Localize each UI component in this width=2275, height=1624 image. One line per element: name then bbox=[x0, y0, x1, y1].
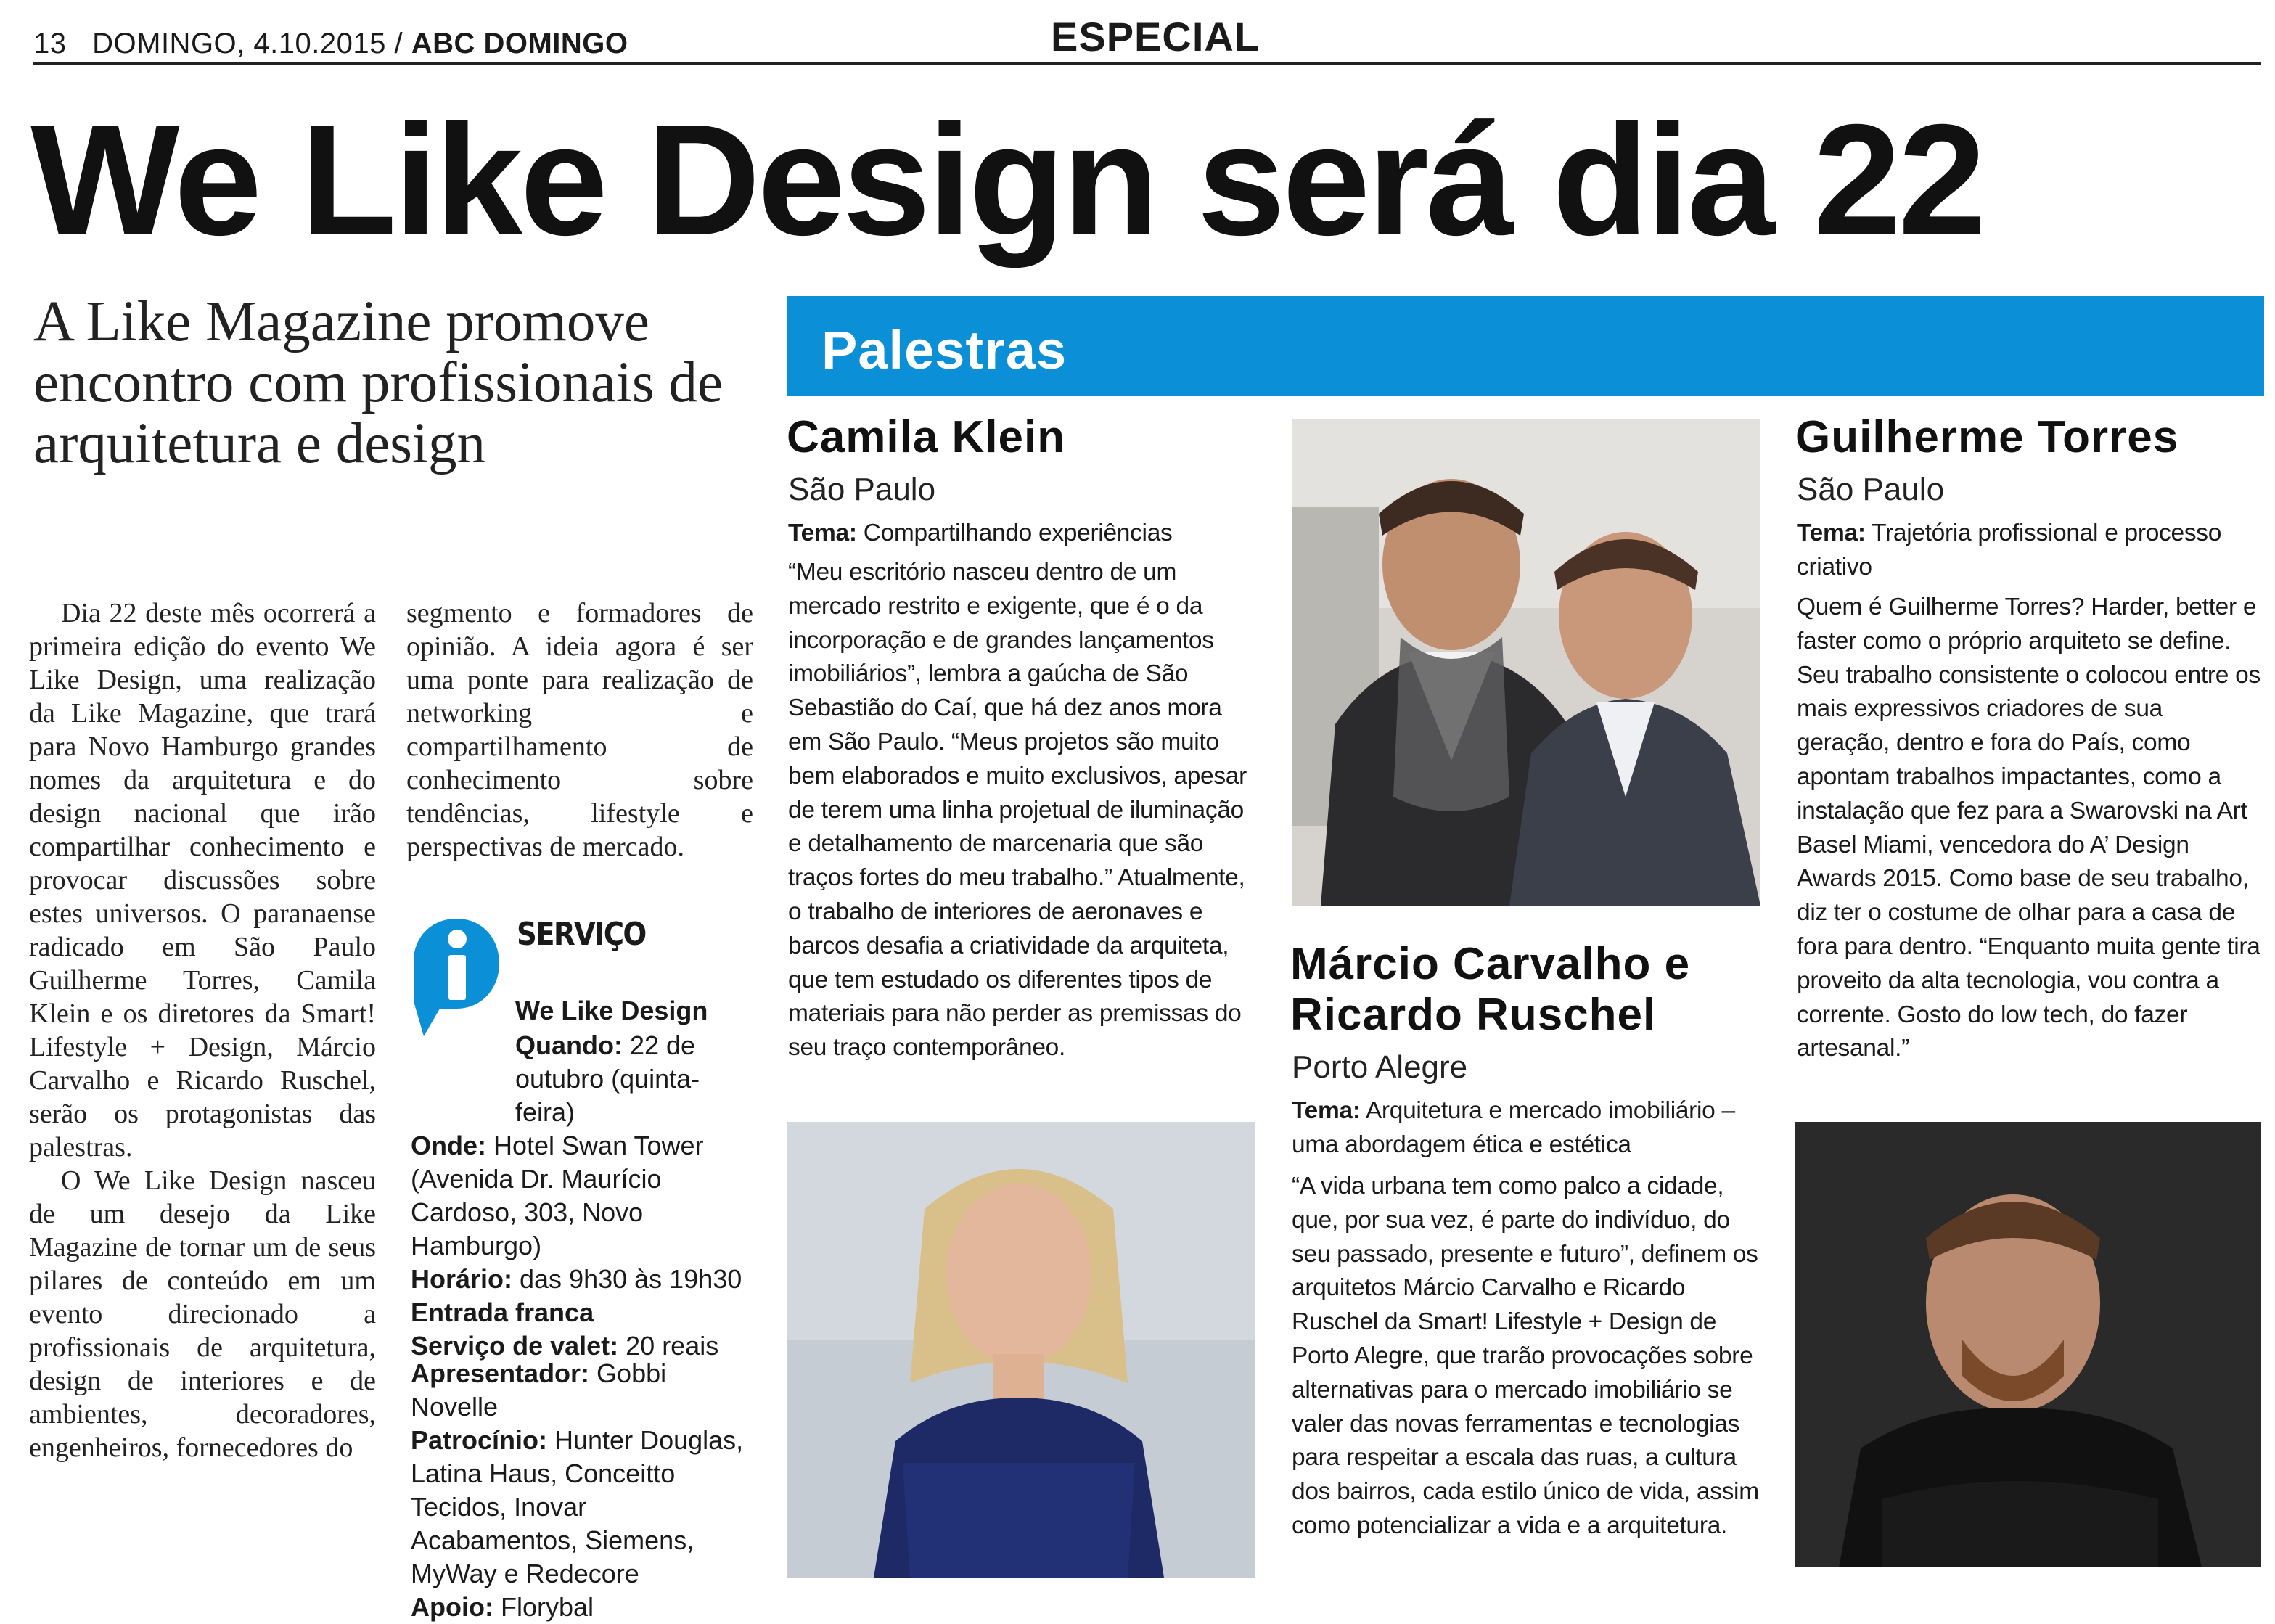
servico-value: das 9h30 às 19h30 bbox=[512, 1264, 742, 1294]
speaker-text: Quem é Guilherme Torres? Harder, better e faster como o próprio arquiteto se define. Seu trabalho consistente o colocou entre os mais expressivos criadores de sua geração, dentro e fora do País, como apontam trabalhos impactantes, como a instalação que fez para a Swarovski na Art Basel Miami, vencedora do A’ Design Awards 2015. Como base de seu trabalho, diz ter o costume de olhar para a casa de fora para dentro. “Enquanto muita gente tira proveito da alta tecnologia, vou contra a corrente. Gosto do low tech, do fazer artesanal.” bbox=[1797, 594, 2260, 1062]
servico-label: Serviço de valet: bbox=[411, 1331, 619, 1361]
tema-value: Trajetória profissional e processo criativo bbox=[1797, 520, 2222, 581]
article-paragraph: O We Like Design nasceu de um desejo da Like Magazine de tornar um de seus pilares de conteúdo em um evento direcionado a profissionais de arquitetura, design de interiores e de ambientes, decoradores, engenheiros, fornecedores do bbox=[29, 1165, 376, 1463]
speaker-photo bbox=[787, 1122, 1255, 1578]
speaker-text: “A vida urbana tem como palco a cidade, que, por sua vez, é parte do indivíduo, do seu passado, presente e futuro”, definem os arquitetos Márcio Carvalho e Ricardo Ruschel da Smart! Lifestyle + Design de Porto Alegre, que trarão provocações sobre alternativas para o mercado imobiliário se valer das novas ferramentas e tecnologias para respeitar a escala das ruas, a cultura dos bairros, cada estilo único de vida, assim como potencializar a vida e a arquitetura. bbox=[1292, 1173, 1759, 1539]
tema-value: Arquitetura e mercado imobiliário – uma abordagem ética e estética bbox=[1292, 1097, 1735, 1158]
headline: We Like Design será dia 22 bbox=[30, 92, 1983, 268]
tema-label: Tema: bbox=[1797, 520, 1866, 546]
tema-value: Compartilhando experiências bbox=[856, 520, 1173, 546]
servico-label: Onde: bbox=[411, 1131, 486, 1160]
speaker-tema bbox=[788, 517, 1223, 551]
speaker-city: Porto Alegre bbox=[1292, 1049, 1468, 1085]
issue-date: DOMINGO, 4.10.2015 / bbox=[92, 28, 403, 60]
info-icon bbox=[411, 916, 502, 1039]
subheadline: A Like Magazine promove encontro com profissionais de arquitetura e design bbox=[33, 290, 723, 475]
tema-label: Tema: bbox=[1292, 1097, 1361, 1124]
servico-label: Horário: bbox=[411, 1264, 513, 1294]
article-paragraph: segmento e formadores de opinião. A ideia agora é ser uma ponte para realização de networking e compartilhamento de conhecimento sobre tendências, lifestyle e perspectivas de mercado. bbox=[406, 598, 753, 862]
servico-value: Hunter Douglas, Latina Haus, Conceitto Tecidos, Inovar Acabamentos, Siemens, MyWay e Redecore bbox=[411, 1425, 744, 1588]
servico-label: Quando: bbox=[515, 1030, 623, 1060]
servico-value: Gobbi Novelle bbox=[411, 1358, 667, 1422]
servico-label: Patrocínio: bbox=[411, 1425, 548, 1455]
speaker-tema bbox=[1797, 517, 2261, 585]
palestras-title: Palestras bbox=[821, 320, 1067, 380]
page-number: 13 bbox=[33, 28, 67, 60]
speaker-text: “Meu escritório nasceu dentro de um mercado restrito e exigente, que é o da incorporação e de grandes lançamentos imobiliários”, lembra a gaúcha de São Sebastião do Caí, que há dez anos mora em São Paulo. “Meus projetos são muito bem elaborados e muito exclusivos, apesar de terem uma linha projetual de iluminação e detalhamento de marcenaria que são traços fortes do meu trabalho.” Atualmente, o trabalho de interiores de aeronaves e barcos desafia a criatividade da arquiteta, que tem estudado os diferentes tipos de materiais para não perder as premissas do seu traço contemporâneo. bbox=[788, 559, 1247, 1062]
servico-label: Apresentador: bbox=[411, 1358, 590, 1388]
servico-entrada: Entrada franca bbox=[411, 1297, 594, 1327]
header-rule bbox=[33, 62, 2261, 65]
servico-value: Hotel Swan Tower (Avenida Dr. Maurício Cardoso, 303, Novo Hamburgo) bbox=[411, 1131, 704, 1260]
article-column-1 bbox=[29, 596, 376, 1464]
servico-value: 20 reais bbox=[618, 1331, 719, 1361]
article-column-2 bbox=[406, 596, 753, 864]
servico-title: SERVIÇO bbox=[517, 916, 646, 953]
speaker-name: Camila Klein bbox=[787, 412, 1066, 462]
speakers-photo bbox=[1292, 419, 1760, 906]
publication-name: ABC DOMINGO bbox=[411, 28, 628, 60]
article-paragraph: Dia 22 deste mês ocorrerá a primeira edição do evento We Like Design, uma realização da Like Magazine, que trará para Novo Hamburgo grandes nomes da arquitetura e do design nacional que irão compartilhar conhecimento e provocar discussões sobre estes universos. O paranaense radicado em São Paulo Guilherme Torres, Camila Klein e os diretores da Smart! Lifestyle + Design, Márcio Carvalho e Ricardo Ruschel, serão os protagonistas das palestras. bbox=[29, 598, 376, 1162]
speaker-name: Guilherme Torres bbox=[1795, 412, 2179, 462]
servico-details bbox=[411, 1029, 752, 1363]
page-header bbox=[33, 28, 628, 60]
speaker-city: São Paulo bbox=[788, 472, 936, 507]
servico-value: 22 de outubro (quinta-feira) bbox=[515, 1030, 700, 1127]
servico-event-name: We Like Design bbox=[515, 996, 708, 1025]
servico-label: Apoio: bbox=[411, 1592, 493, 1622]
speaker-tema bbox=[1292, 1094, 1771, 1162]
speaker-photo bbox=[1795, 1122, 2261, 1567]
section-title: ESPECIAL bbox=[1051, 14, 1261, 60]
speaker-name: Márcio Carvalho e Ricardo Ruschel bbox=[1290, 939, 1691, 1040]
servico-sponsors bbox=[411, 1357, 752, 1624]
servico-value: Florybal bbox=[493, 1592, 594, 1622]
tema-label: Tema: bbox=[788, 520, 857, 546]
speaker-city: São Paulo bbox=[1797, 472, 1945, 507]
